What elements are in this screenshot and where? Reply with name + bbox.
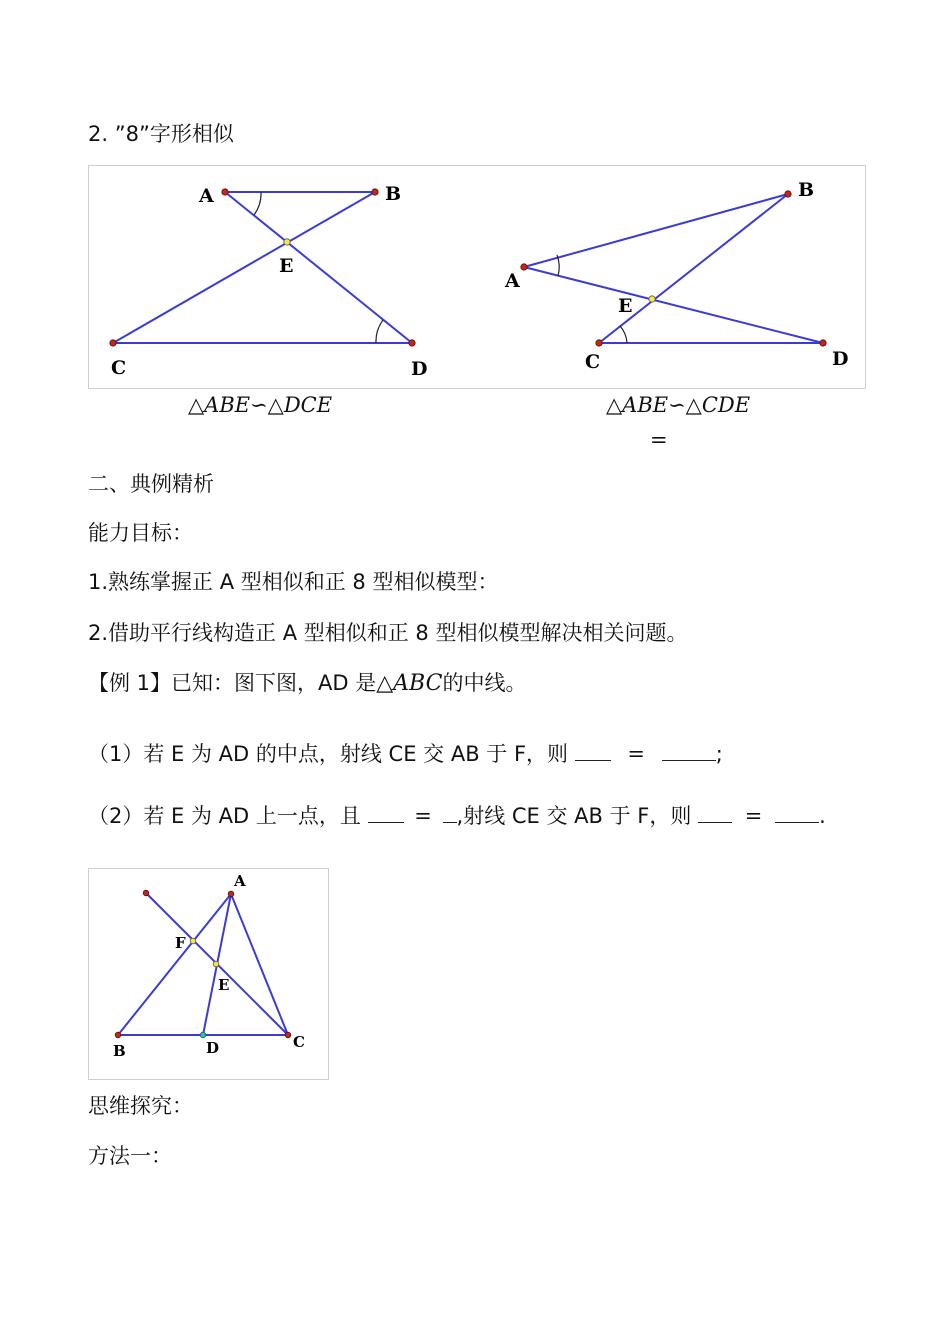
- thinking-label: 思维探究：: [88, 1094, 193, 1118]
- label-A-right: A: [505, 270, 520, 292]
- question-2: [88, 800, 826, 830]
- fig2-label-F: F: [175, 934, 186, 952]
- label-D-left: D: [411, 358, 428, 380]
- figure-8-shape-similarity: [88, 165, 866, 389]
- q1-text: （1）若 E 为 AD 的中点，射线 CE 交 AB 于 F，则: [88, 741, 569, 766]
- q2-text2: ,射线 CE 交 AB 于 F，则: [456, 804, 692, 828]
- question-1: [88, 727, 723, 768]
- goal-2: 2.借助平行线构造正 A 型相似和正 8 型相似模型解决相关问题。: [88, 621, 688, 645]
- goal-1: 1.熟练掌握正 A 型相似和正 8 型相似模型：: [88, 570, 499, 594]
- example-triangle: △ABC: [376, 671, 443, 696]
- q2-blank-2: [443, 803, 457, 823]
- triangle-median-diagram: [89, 869, 328, 1079]
- label-E-left: E: [279, 255, 294, 277]
- label-B-right: B: [798, 179, 815, 201]
- q1-blank-2: [662, 741, 716, 761]
- example-prefix: 【例 1】已知：图下图，AD 是: [88, 671, 377, 695]
- q1-equals: =: [627, 741, 646, 766]
- example-suffix: 的中线。: [442, 671, 527, 695]
- label-C-left: C: [111, 357, 127, 379]
- method1-label: 方法一：: [88, 1144, 172, 1168]
- q2-end: .: [819, 804, 826, 828]
- q1-blank-1: [575, 741, 611, 761]
- label-B-left: B: [385, 183, 402, 205]
- q2-text1: （2）若 E 为 AD 上一点，且: [88, 804, 361, 828]
- label-A-left: A: [199, 185, 214, 207]
- q1-end: ;: [715, 741, 723, 766]
- label-C-right: C: [585, 351, 601, 373]
- label-E-right: E: [618, 295, 633, 317]
- example-1: [88, 667, 526, 697]
- example-figure: [88, 868, 329, 1080]
- fig2-label-B: B: [113, 1042, 126, 1060]
- fig2-label-C: C: [293, 1033, 305, 1051]
- label-D-right: D: [832, 348, 849, 370]
- fig2-label-E: E: [218, 976, 230, 994]
- q2-blank-1: [368, 803, 404, 823]
- fig2-label-A: A: [234, 872, 246, 890]
- ability-label: 能力目标：: [88, 521, 193, 545]
- section-heading: 2. ”8”字形相似: [88, 122, 234, 146]
- caption-right-equals: =: [650, 428, 668, 452]
- q2-equals-2: =: [744, 804, 763, 828]
- caption-left-similarity: △ABE∽△DCE: [188, 393, 333, 417]
- q2-equals-1: =: [414, 804, 432, 828]
- part2-heading: 二、典例精析: [88, 472, 214, 496]
- q2-blank-4: [775, 803, 819, 823]
- fig2-label-D: D: [206, 1039, 220, 1057]
- q2-blank-3: [698, 803, 732, 823]
- figure-8-diagram: [89, 166, 865, 388]
- caption-right-similarity: △ABE∽△CDE: [606, 393, 751, 417]
